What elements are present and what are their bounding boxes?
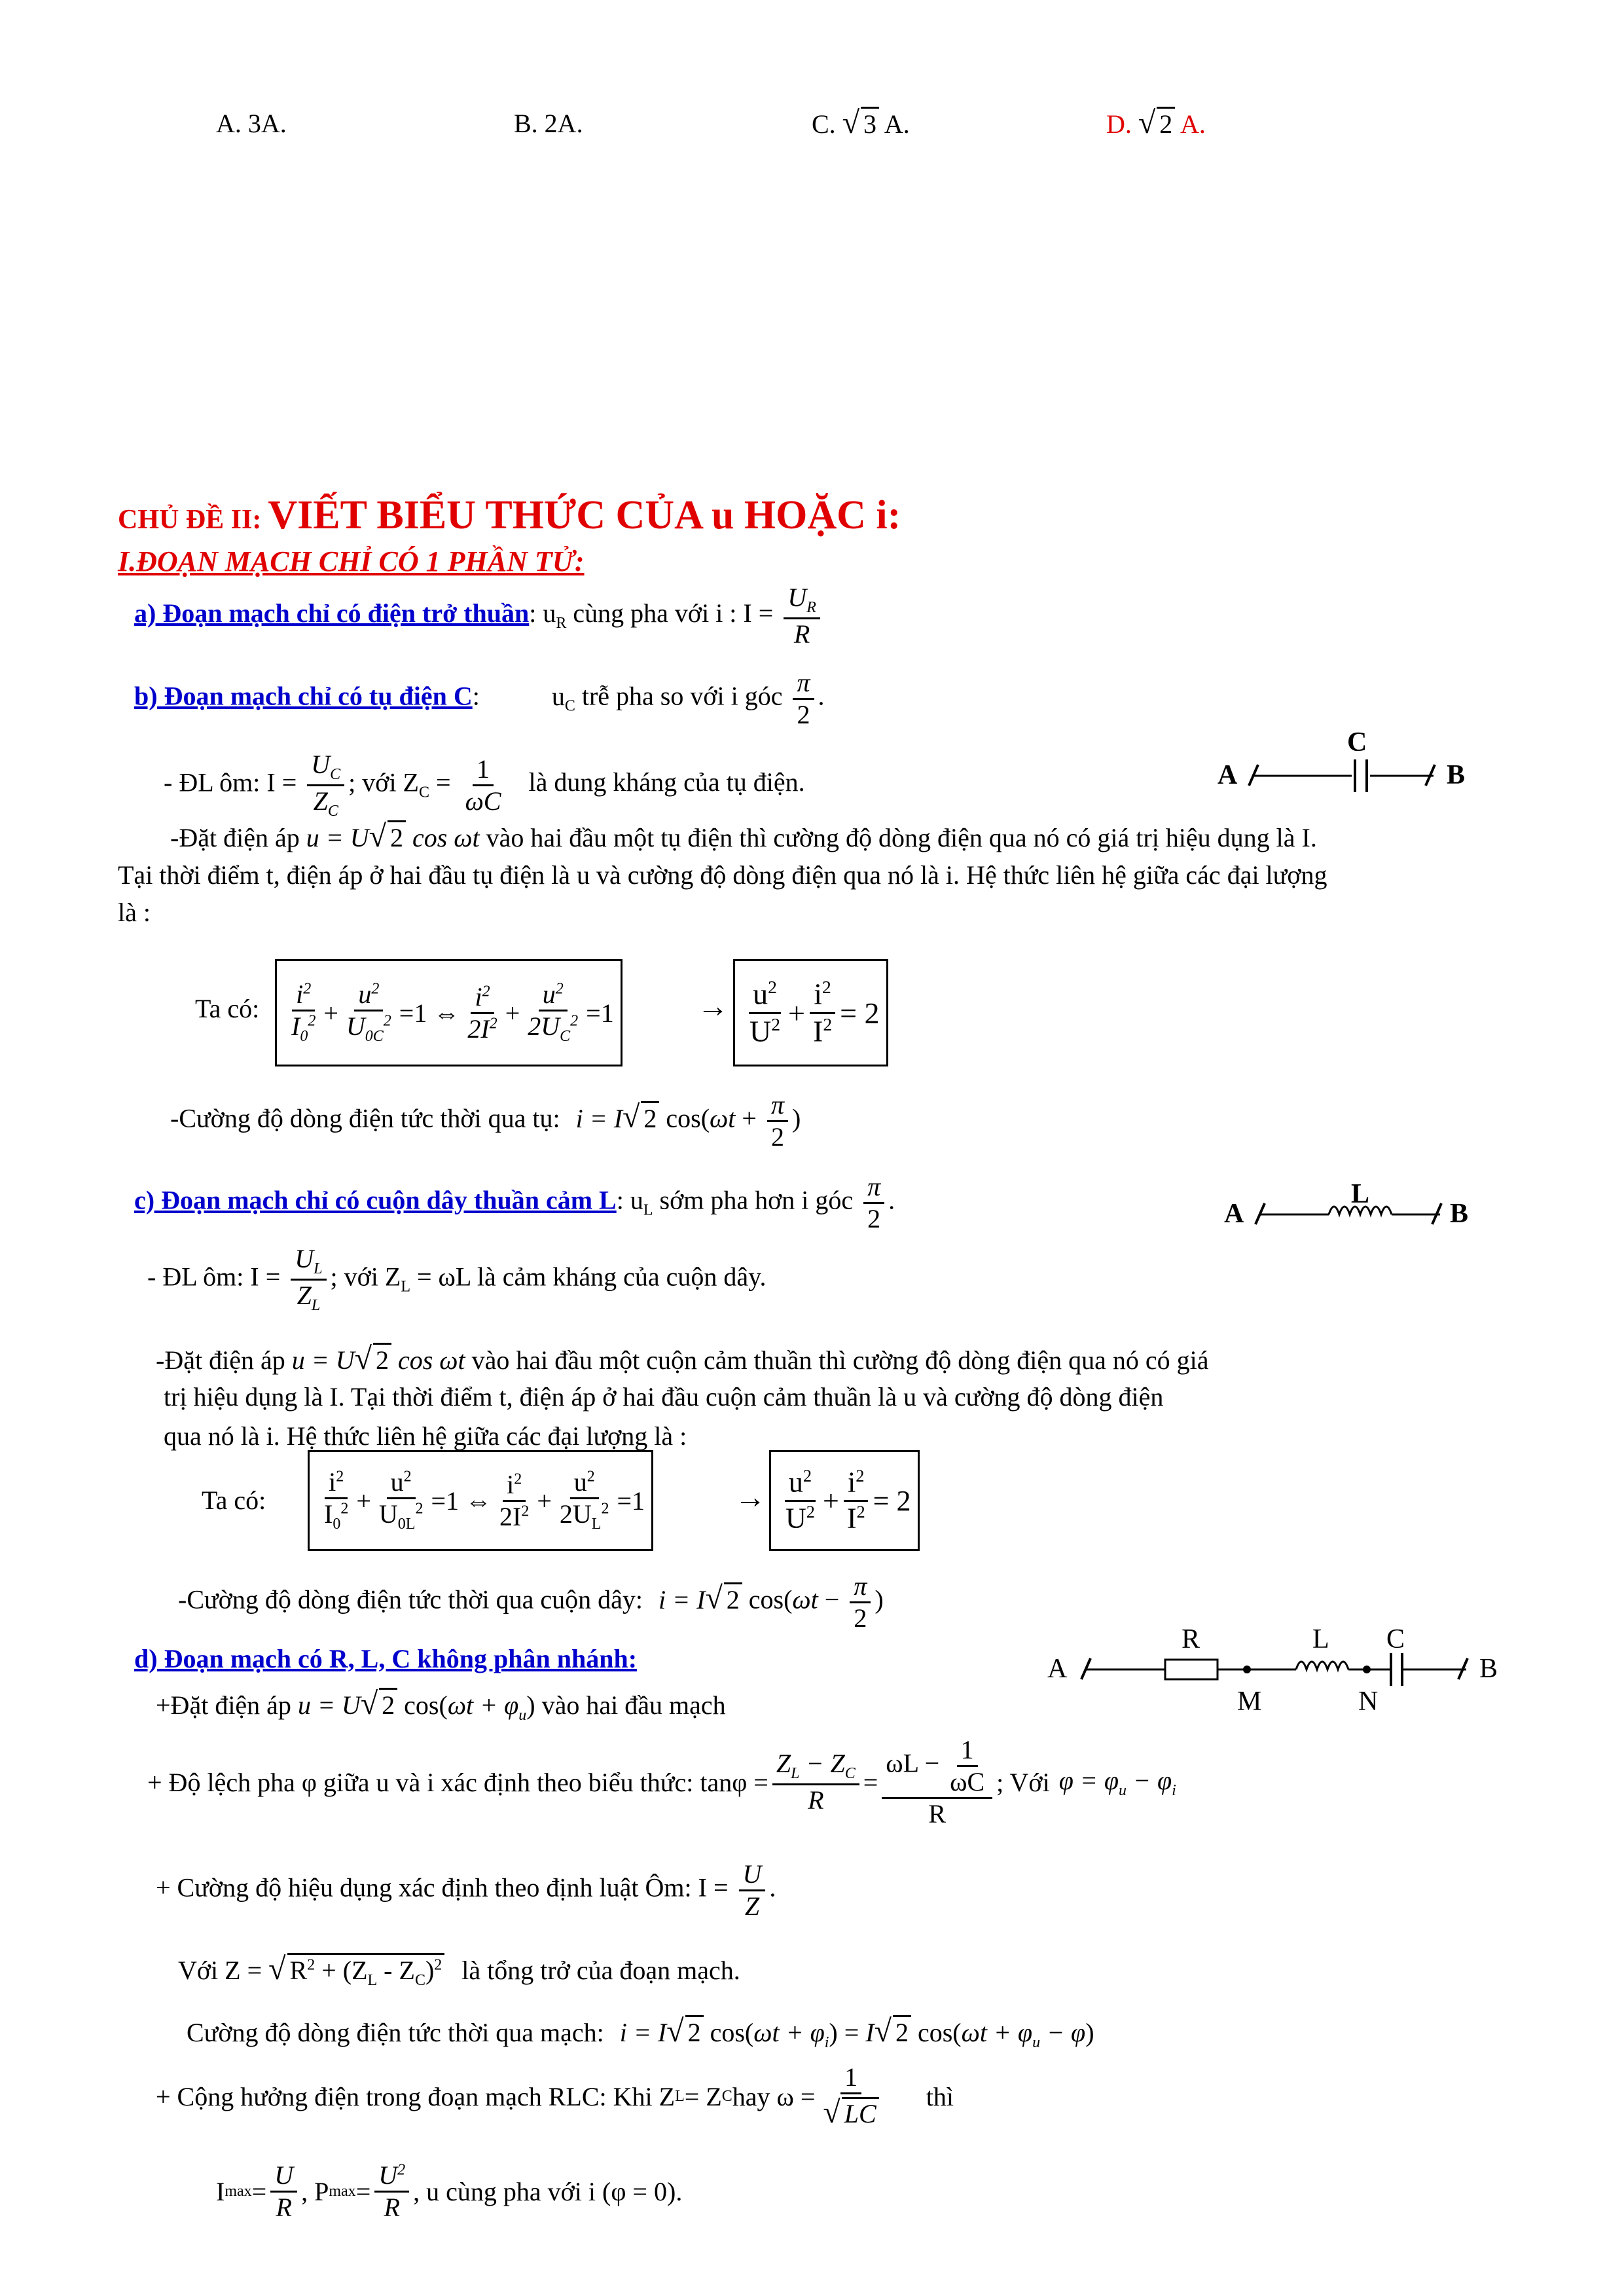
- section-c-inst: -Cường độ dòng điện tức thời qua cuộn dây: i = I√ 2 cos(ωt − $\frac{\pi}{2}$ ): [178, 1571, 884, 1633]
- circuit-inductor: A L B: [1224, 1179, 1469, 1229]
- section-d-line2: + Độ lệch pha φ giữa u và i xác định theo biểu thức: tanφ = $\frac{Z_L - Z_C}{R}$ = ωL − $\frac{1}{\omega C}$ R ; Với $\varphi = \varphi_u - \varphi_i$: [147, 1735, 1176, 1829]
- section-b-taco: Ta có:: [195, 994, 260, 1023]
- section-b-line: b) Đoạn mạch chỉ có tụ điện C: $u_C$ trễ pha so với i góc $\frac{\pi}{2}$ .: [134, 668, 825, 729]
- section-c-para: -Đặt điện áp u = U√ 2 cos ωt vào hai đầu một cuộn cảm thuần thì cường độ dòng điện qua nó có giá: [156, 1341, 1209, 1376]
- section-b-result-box: $\frac{u^2}{U^2}$ + $\frac{i^2}{I^2}$ = 2: [733, 959, 888, 1066]
- section-b-formula-box: $\frac{i^2}{I_0^2}$ + $\frac{u^2}{U_{0C}^2}$ =1 ⇔ $\frac{i^2}{2I^2}$ + $\frac{u^2}{2U_C^2}$ =1: [275, 959, 623, 1066]
- section-b-para3: là :: [118, 898, 151, 927]
- answer-d: D. √ 2 A.: [1106, 105, 1206, 140]
- section-b-title: b) Đoạn mạch chỉ có tụ điện C: [134, 681, 473, 711]
- section-c-para2: trị hiệu dụng là I. Tại thời điểm t, điện áp ở hai đầu cuộn cảm thuần là u và cường độ dòng điện: [164, 1382, 1164, 1412]
- section-c-line: c) Đoạn mạch chỉ có cuộn dây thuần cảm L: $u_L$ sớm pha hơn i góc $\frac{\pi}{2}$ .: [134, 1172, 895, 1233]
- section-c-ohm: - ĐL ôm: I = $\frac{U_L}{Z_L}$ ; với $Z_L = \omega L$ là cảm kháng của cuộn dây.: [147, 1244, 767, 1314]
- section-c-para3: qua nó là i. Hệ thức liên hệ giữa các đại lượng là :: [164, 1421, 687, 1451]
- section-c-result-box: $\frac{u^2}{U^2}$ + $\frac{i^2}{I^2}$ = 2: [769, 1450, 920, 1551]
- answer-c: C. √ 3 A.: [812, 105, 910, 140]
- section-c-formula-box: $\frac{i^2}{I_0^2}$ + $\frac{u^2}{U_{0L}^2}$ =1 ⇔ $\frac{i^2}{2I^2}$ + $\frac{u^2}{2U_L^2}$ =1: [308, 1450, 653, 1551]
- section-b-ohm: - ĐL ôm: I = $\frac{U_C}{Z_C}$ ; với $Z_C$ = $\frac{1}{\omega C}$ là dung kháng của tụ điện.: [164, 750, 805, 820]
- answer-b: B. 2A.: [514, 109, 583, 138]
- section-b-para2: Tại thời điểm t, điện áp ở hai đầu tụ điện là u và cường độ dòng điện qua nó là i. Hệ thức liên hệ giữa các đại lượng: [118, 860, 1327, 890]
- section-a-title: a) Đoạn mạch chỉ có điện trở thuần: [134, 598, 530, 628]
- section-b-para: -Đặt điện áp u = U√ 2 cos ωt vào hai đầu một tụ điện thì cường độ dòng điện qua nó có giá trị hiệu dụng là I.: [170, 819, 1317, 854]
- subheading: I.ĐOẠN MẠCH CHỈ CÓ 1 PHẦN TỬ:: [118, 545, 585, 577]
- section-c-title: c) Đoạn mạch chỉ có cuộn dây thuần cảm L: [134, 1185, 617, 1215]
- section-d-line1: +Đặt điện áp u = U√ 2 $\cos(\omega t + \varphi_u)$ vào hai đầu mạch: [156, 1686, 726, 1724]
- circuit-rlc: A R L C B M N: [1047, 1624, 1498, 1717]
- section-b-inst: -Cường độ dòng điện tức thời qua tụ: i = I√ 2 cos(ωt + $\frac{\pi}{2}$ ): [170, 1090, 801, 1152]
- section-c-taco: Ta có:: [202, 1485, 266, 1515]
- section-a-line: a) Đoạn mạch chỉ có điện trở thuần: $u_R$ cùng pha với i : I = $\frac{U_R}{R}$: [134, 583, 824, 649]
- circuit-capacitor: A C B: [1218, 727, 1466, 790]
- section-d-line6: + Cộng hưởng điện trong đoạn mạch RLC: Khi Z L = Z C hay ω = $\frac{1}{√ LC}$ thì: [156, 2062, 954, 2130]
- section-d-line7: I max = $\frac{U}{R}$ , P max = $\frac{U^2}{R}$ , u cùng pha với i (φ = 0).: [216, 2160, 683, 2222]
- section-d-line4: Với Z = √ $R^2 + (Z_L - Z_C)^2$ là tổng trở của đoạn mạch.: [178, 1952, 740, 1989]
- section-d-line5: Cường độ dòng điện tức thời qua mạch: i = I√ 2 $\cos(\omega t + \varphi_i) = I√$ 2 $\cos(\omega t + \varphi_u - \varphi)$: [187, 2014, 1094, 2051]
- section-d-title: d) Đoạn mạch có R, L, C không phân nhánh:: [134, 1644, 638, 1673]
- topic-heading: CHỦ ĐỀ II: VIẾT BIỂU THỨC CỦA u HOẶC i:: [118, 493, 901, 538]
- section-d-line3: + Cường độ hiệu dụng xác định theo định luật Ôm: I = $\frac{U}{Z}$ .: [156, 1859, 776, 1921]
- answer-a: A. 3A.: [216, 109, 287, 138]
